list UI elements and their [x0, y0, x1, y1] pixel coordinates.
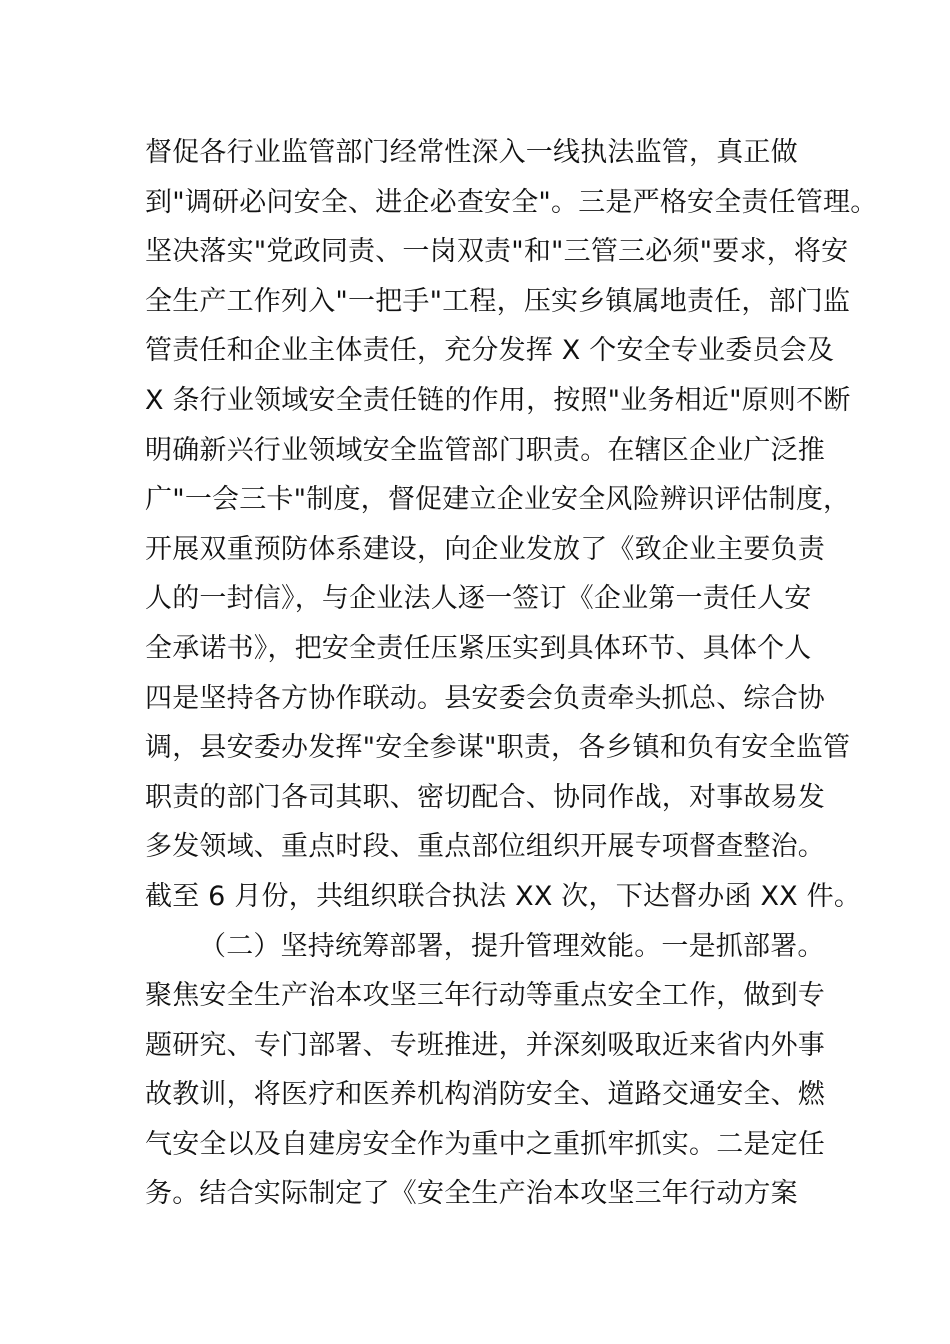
document-body	[145, 128, 878, 1219]
text-line-4: 全生产工作列入"一把手"工程，压实乡镇属地责任，部门监	[145, 285, 851, 317]
text-line-6: X 条行业领域安全责任链的作用，按照"业务相近"原则不断	[145, 384, 851, 416]
text-line-5: 管责任和企业主体责任，充分发挥 X 个安全专业委员会及	[145, 335, 835, 367]
text-line-2: 到"调研必问安全、进企必查安全"。三是严格安全责任管理。	[145, 186, 878, 218]
paragraph-heading-line: （二）坚持统筹部署，提升管理效能。一是抓部署。	[199, 930, 825, 962]
text-line-1: 督促各行业监管部门经常性深入一线执法监管，真正做	[145, 137, 798, 168]
text-line-9: 开展双重预防体系建设，向企业发放了《致企业主要负责	[145, 533, 825, 565]
text-line-14: 职责的部门各司其职、密切配合、协同作战，对事故易发	[145, 781, 825, 813]
text-line-18: 聚焦安全生产治本攻坚三年行动等重点安全工作，做到专	[145, 980, 825, 1012]
text-line-11: 全承诺书》，把安全责任压紧压实到具体环节、具体个人	[145, 632, 812, 664]
text-line-3: 坚决落实"党政同责、一岗双责"和"三管三必须"要求，将安	[145, 236, 849, 268]
text-line-12: 四是坚持各方协作联动。县安委会负责牵头抓总、综合协	[145, 682, 825, 714]
text-line-10: 人的一封信》，与企业法人逐一签订《企业第一责任人安	[145, 583, 812, 615]
text-line-22: 务。结合实际制定了《安全生产治本攻坚三年行动方案	[145, 1178, 798, 1210]
text-line-21: 气安全以及自建房安全作为重中之重抓牢抓实。二是定任	[145, 1128, 825, 1160]
text-line-20: 故教训，将医疗和医养机构消防安全、道路交通安全、燃	[145, 1079, 825, 1111]
text-line-8: 广"一会三卡"制度，督促建立企业安全风险辨识评估制度，	[145, 484, 851, 516]
text-line-19: 题研究、专门部署、专班推进，并深刻吸取近来省内外事	[145, 1029, 825, 1061]
text-line-15: 多发领域、重点时段、重点部位组织开展专项督查整治。	[145, 831, 825, 863]
text-line-16: 截至 6 月份，共组织联合执法 XX 次，下达督办函 XX 件。	[145, 880, 862, 912]
text-line-13: 调，县安委办发挥"安全参谋"职责，各乡镇和负有安全监管	[145, 732, 851, 764]
text-line-7: 明确新兴行业领域安全监管部门职责。在辖区企业广泛推	[145, 434, 825, 466]
